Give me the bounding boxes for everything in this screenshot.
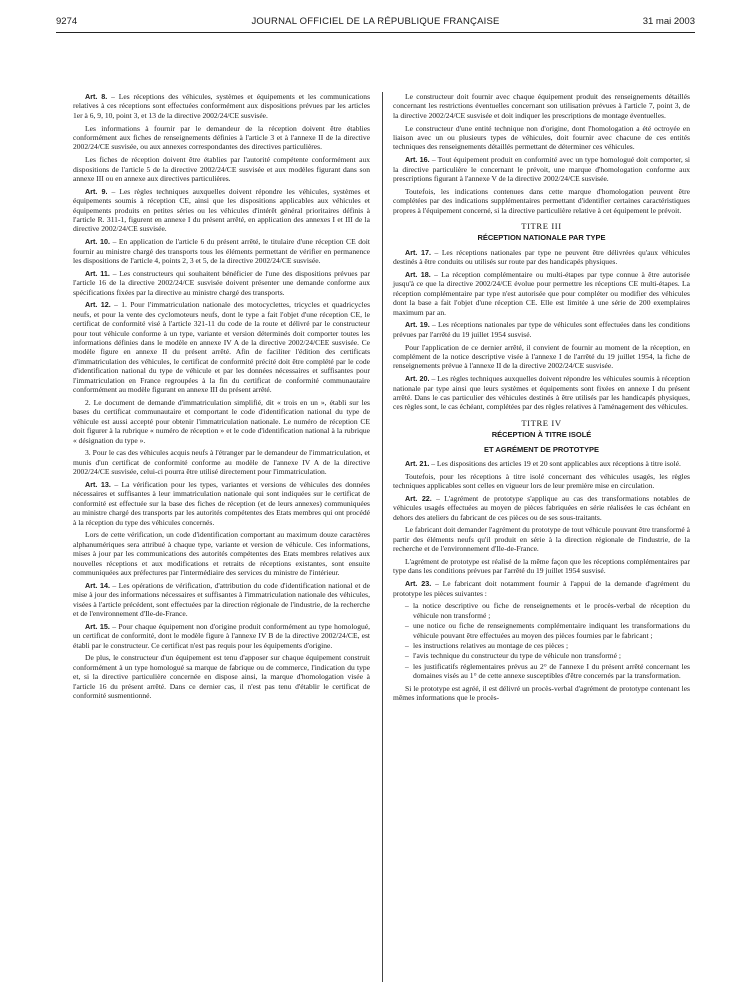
article-text: – Les dispositions des articles 19 et 20 sont applicables aux réceptions à titre isolé. bbox=[431, 459, 681, 469]
body-paragraph: Le fabricant doit demander l'agrément du prototype de tout véhicule pouvant être transformé à partir des éléments neufs qu'il produit en série à la direction régionale de l'industrie, de la recherche et de l'environnement d'Ile-de-France. bbox=[393, 525, 690, 554]
article-text: – Les réceptions nationales par type de véhicules sont effectuées dans les conditions prévues par l'arrêté du 19 juillet 1954 susvisé. bbox=[393, 320, 690, 339]
section-heading: ET AGRÉMENT DE PROTOTYPE bbox=[483, 444, 599, 454]
journal-title: JOURNAL OFFICIEL DE LA RÉPUBLIQUE FRANÇAISE bbox=[251, 16, 500, 27]
list-item: – une notice ou fiche de renseignements complémentaire indiquant les transformations du véhicule pouvant être effectuées au moyen des pièces fournies par le fabricant ; bbox=[405, 621, 690, 640]
article-paragraph bbox=[393, 155, 690, 183]
body-paragraph: Les fiches de réception doivent être établies par l'autorité compétente conformément aux dispositions de l'article 5 de la directive 2002/24/CE susvisée et aux modèles figurant dans son annexe III ou en annexe aux directives particulières. bbox=[73, 155, 370, 183]
article-label: Art. 10. bbox=[85, 237, 111, 247]
body-paragraph: Si le prototype est agréé, il est délivré un procès-verbal d'agrément de prototype contenant les mêmes informations que le procès- bbox=[393, 683, 690, 703]
article-label: Art. 16. bbox=[405, 155, 430, 165]
article-label: Art. 12. bbox=[85, 300, 111, 310]
article-paragraph bbox=[393, 579, 690, 598]
article-paragraph bbox=[393, 374, 690, 412]
body-paragraph: Toutefois, les indications contenues dans cette marque d'homologation peuvent être complétées par des indications supplémentaires permettant d'identifier certaines caractéristiques propres à l'équipement concerné, si la directive particulière relative à cet équipement le prévoit. bbox=[393, 186, 690, 215]
article-label: Art. 18. bbox=[405, 269, 431, 279]
article-paragraph bbox=[73, 269, 370, 297]
article-text: – Tout équipement produit en conformité avec un type homologué doit comporter, si la directive particulière le concernant le prévoit, une marque d'homologation conforme aux prescriptions figurant à l'annexe V de la directive 2002/24/CE susvisée. bbox=[393, 155, 691, 183]
article-text: – La réception complémentaire ou multi-étapes par type connue à être autorisée jusqu'à ce que la directive 2002/24/CE évolue pour permettre les réceptions CE multi-étapes. La réception complémentaire par type n'est autorisée que pour compléter ou modifier des véhicules dont la base a fait l'objet d'une réception CE. Elle est limitée à une série de 200 exemplaires maximum par an. bbox=[393, 269, 690, 317]
article-paragraph bbox=[393, 494, 690, 522]
article-text: – En application de l'article 6 du présent arrêté, le titulaire d'une réception CE doit fournir au ministre chargé des transports tous les éléments permettant de vérifier en permanence les dispositions de l'article 4, points 2, 3 et 5, de la directive 2002/24/CE susvisée. bbox=[73, 237, 370, 265]
article-paragraph bbox=[73, 187, 370, 234]
article-label: Art. 14. bbox=[85, 580, 110, 590]
article-label: Art. 8. bbox=[85, 92, 108, 101]
article-text: – Les règles techniques auxquelles doivent répondre les véhicules, systèmes et équipements soumis à réception CE, ainsi que les dispositions applicables aux véhicules et équipements produits en petites séries ou les véhicules d'intérêt général prioritaires définis à l'article R. 311-1, figurent en annexe I du présent arrêté, en application des annexes I et III de la directive 2002/24/CE susvisée. bbox=[73, 186, 370, 234]
article-text: – Les constructeurs qui souhaitent bénéficier de l'une des dispositions prévues par l'article 16 de la directive 2002/24/CE susvisée doivent présenter une demande conforme aux spécifications fixées par la directive au ministre chargé des transports. bbox=[73, 268, 370, 297]
article-label: Art. 17. bbox=[405, 247, 431, 257]
article-paragraph bbox=[73, 300, 370, 395]
section-heading: RÉCEPTION À TITRE ISOLÉ bbox=[491, 430, 592, 440]
body-paragraph: 3. Pour le cas des véhicules acquis neufs à l'étranger par le demandeur de l'immatriculation, et munis d'un certificat de conformité conforme au modèle de l'annexe IV A de la directive 2002/24/CE susvisée, celui-ci pourra être utilisé directement pour l'immatriculation. bbox=[73, 448, 370, 477]
page-header bbox=[56, 16, 695, 32]
section-heading: RÉCEPTION NATIONALE PAR TYPE bbox=[477, 233, 606, 243]
list-item: – la notice descriptive ou fiche de renseignements et le procès-verbal de réception du véhicule non transformé ; bbox=[405, 601, 690, 620]
titre-heading: TITRE IV bbox=[521, 417, 562, 428]
article-text: – Pour chaque équipement non d'origine produit conformément au type homologué, un certificat de conformité, dont le modèle figure à l'annexe IV B de la directive 2002/24/CE, est établi par le constructeur. Ce certificat n'est pas requis pour les équipements d'origine. bbox=[73, 621, 370, 650]
list-item: – les instructions relatives au montage de ces pièces ; bbox=[405, 641, 690, 650]
article-text: – La vérification pour les types, variantes et versions de véhicules des données nécessaires et suffisantes à leur immatriculation nationale qui sont indiquées sur le certificat de conformité est effectuée sur la base des fiches de réception (et de leurs annexes) communiquées au ministre chargé des transports par les autorités compétentes des Etats membres qui ont procédé à la réception du type des véhicules concernés. bbox=[73, 479, 370, 527]
body-paragraph: Lors de cette vérification, un code d'identification comportant au maximum douze caractères alphanumériques sera attribué à chaque type, variante et version de véhicule. Ces informations, mises à jour par les communications des autorités compétentes des Etats membres relatives aux nouvelles réceptions et aux modifications et retraits de réceptions existantes, sont ensuite communiquées aux préfectures par l'intermédiaire des services du ministre de l'intérieur. bbox=[73, 530, 370, 578]
publication-date: 31 mai 2003 bbox=[642, 16, 695, 27]
article-text: – L'agrément de prototype s'applique au cas des transformations notables de véhicules usagés effectuées au moyen de pièces fabriquées en série réalisées le cas échéant en dehors des ateliers du fabricant de ces pièces ou de ses sous-traitants. bbox=[393, 493, 690, 522]
article-paragraph bbox=[393, 459, 690, 468]
page-number: 9274 bbox=[56, 16, 78, 27]
article-label: Art. 21. bbox=[405, 459, 430, 469]
article-paragraph bbox=[393, 270, 690, 317]
article-label: Art. 11. bbox=[85, 268, 110, 278]
titre-heading: TITRE III bbox=[521, 221, 562, 231]
article-label: Art. 9. bbox=[85, 186, 108, 196]
article-label: Art. 20. bbox=[405, 374, 430, 384]
column-divider bbox=[382, 92, 383, 982]
list-item: – l'avis technique du constructeur du type de véhicule non transformé ; bbox=[405, 651, 690, 660]
article-paragraph bbox=[73, 480, 370, 527]
article-paragraph bbox=[73, 581, 370, 619]
body-paragraph: 2. Le document de demande d'immatriculation simplifié, dit « trois en un », établi sur les bases du certificat communautaire et comportant le code d'identification national du type de véhicule est aussi accepté pour obtenir l'immatriculation nationale. Le numéro de réception CE doit figurer à la rubrique « numéro de réception » et le code d'identification national à la rubrique « désignation du type ». bbox=[73, 397, 370, 445]
body-paragraph: Le constructeur doit fournir avec chaque équipement produit des renseignements détaillés concernant les restrictions éventuelles concernant son utilisation prévues à l'article 7, point 3, de la directive 2002/24/CE susvisée et doit indiquer les prescriptions de montage éventuelles. bbox=[393, 92, 690, 120]
article-label: Art. 13. bbox=[85, 479, 111, 489]
article-paragraph bbox=[73, 237, 370, 265]
body-paragraph: Les informations à fournir par le demandeur de la réception doivent être établies conformément aux fiches de renseignements définies à l'article 3 et à l'annexe II de la directive 2002/24/CE susvisée, ou aux annexes correspondantes des directives particulières. bbox=[73, 123, 370, 152]
body-paragraph: De plus, le constructeur d'un équipement est tenu d'apposer sur chaque équipement construit conformément à un type homologué sa marque de fabrique ou de commerce, l'indication du type et, si la directive particulière concernée en dispose ainsi, la marque d'homologation visée à l'article 16 du présent arrêté. Dans ce dernier cas, il n'est pas tenu d'établir le certificat de conformité susmentionné. bbox=[73, 653, 370, 701]
article-text: – Les réceptions des véhicules, systèmes et équipements et les communications relatives à ces réceptions sont effectuées conformément aux dispositions prévues par les articles 1er à 6, 9, 10, point 3, et 13 de la directive 2002/24/CE susvisée. bbox=[73, 92, 371, 120]
list-item: – les justificatifs réglementaires prévus au 2° de l'annexe I du présent arrêté concernant les domaines visés au 1° de cette annexe susceptibles d'être concernés par la transformation. bbox=[405, 662, 690, 681]
article-text: – Les réceptions nationales par type ne peuvent être délivrées qu'aux véhicules destinés à être conduits ou utilisés sur route par des handicapés physiques. bbox=[393, 247, 691, 267]
body-paragraph: Pour l'application de ce dernier arrêté, il convient de fournir au moment de la réception, en complément de la notice descriptive visée à l'annexe I de l'arrêté du 19 juillet 1954, la fiche de renseignements prévue à l'annexe II de la directive 2002/24/CE susvisée. bbox=[393, 342, 690, 371]
article-text: – Les opérations de vérification, d'attribution du code d'identification national et de mise à jour des informations nécessaires et suffisantes à l'immatriculation nationale des véhicules, visées à l'article précédent, sont effectuées par la direction régionale de l'industrie, de la recherche et de l'environnement d'Ile-de-France. bbox=[73, 580, 370, 619]
right-column bbox=[393, 92, 690, 706]
article-text: – Les règles techniques auxquelles doivent répondre les véhicules soumis à réception nationale par type ainsi que leurs systèmes et équipements sont fixées en annexe I du présent arrêté. Dans le cas particulier des véhicules destinés à être utilisés par les handicapés physiques, ces règles sont, le cas échéant, complétées par des règles relatives à l'aménagement des véhicules. bbox=[393, 374, 690, 412]
article-paragraph bbox=[73, 92, 370, 120]
body-paragraph: L'agrément de prototype est réalisé de la même façon que les réceptions complémentaires par type dans les conditions prévues par l'arrêté du 19 juillet 1954 susvisé. bbox=[393, 556, 690, 576]
article-paragraph bbox=[393, 248, 690, 267]
article-label: Art. 15. bbox=[85, 621, 110, 631]
article-text: – 1. Pour l'immatriculation nationale des motocyclettes, tricycles et quadricycles neufs, et pour la vente des cyclomoteurs neufs, dont le type a fait l'objet d'une réception CE, le certificat de conformité visé à l'article 321-11 du code de la route et délivré par le constructeur pour tout véhicule conforme à un type, variante et version déterminés doit comporter toutes les informations définies dans le modèle en annexe IV A de la directive 2002/24/CEE susvisée. Ce modèle figure en annexe II du présent arrêté. Afin de faciliter l'édition des certificats d'immatriculation des véhicules, le certificat de conformité précité doit être complété par le code d'identification national du type de véhicule et par les données nécessaires et suffisantes pour l'immatriculation en France regroupées à la fin du certificat de conformité communautaire conformément au modèle figurant en annexe III du présent arrêté. bbox=[73, 300, 371, 395]
body-paragraph: Toutefois, pour les réceptions à titre isolé concernant des véhicules usagés, les règles techniques applicables sont celles en vigueur lors de leur première mise en circulation. bbox=[393, 471, 690, 491]
article-label: Art. 23. bbox=[405, 579, 432, 589]
article-text: – Le fabricant doit notamment fournir à l'appui de la demande d'agrément du prototype les pièces suivantes : bbox=[393, 579, 691, 598]
body-paragraph: Le constructeur d'une entité technique non d'origine, dont l'homologation a été octroyée en liaison avec un ou plusieurs types de véhicules, doit fournir avec chacune de ces entités techniques des renseignements détaillés permettant de déterminer ces véhicules. bbox=[393, 123, 690, 152]
header-rule bbox=[56, 32, 695, 33]
article-paragraph bbox=[393, 320, 690, 339]
article-paragraph bbox=[73, 622, 370, 650]
article-label: Art. 22. bbox=[405, 493, 432, 503]
article-label: Art. 19. bbox=[405, 320, 430, 330]
left-column bbox=[73, 92, 370, 704]
requirements-list bbox=[393, 601, 690, 681]
